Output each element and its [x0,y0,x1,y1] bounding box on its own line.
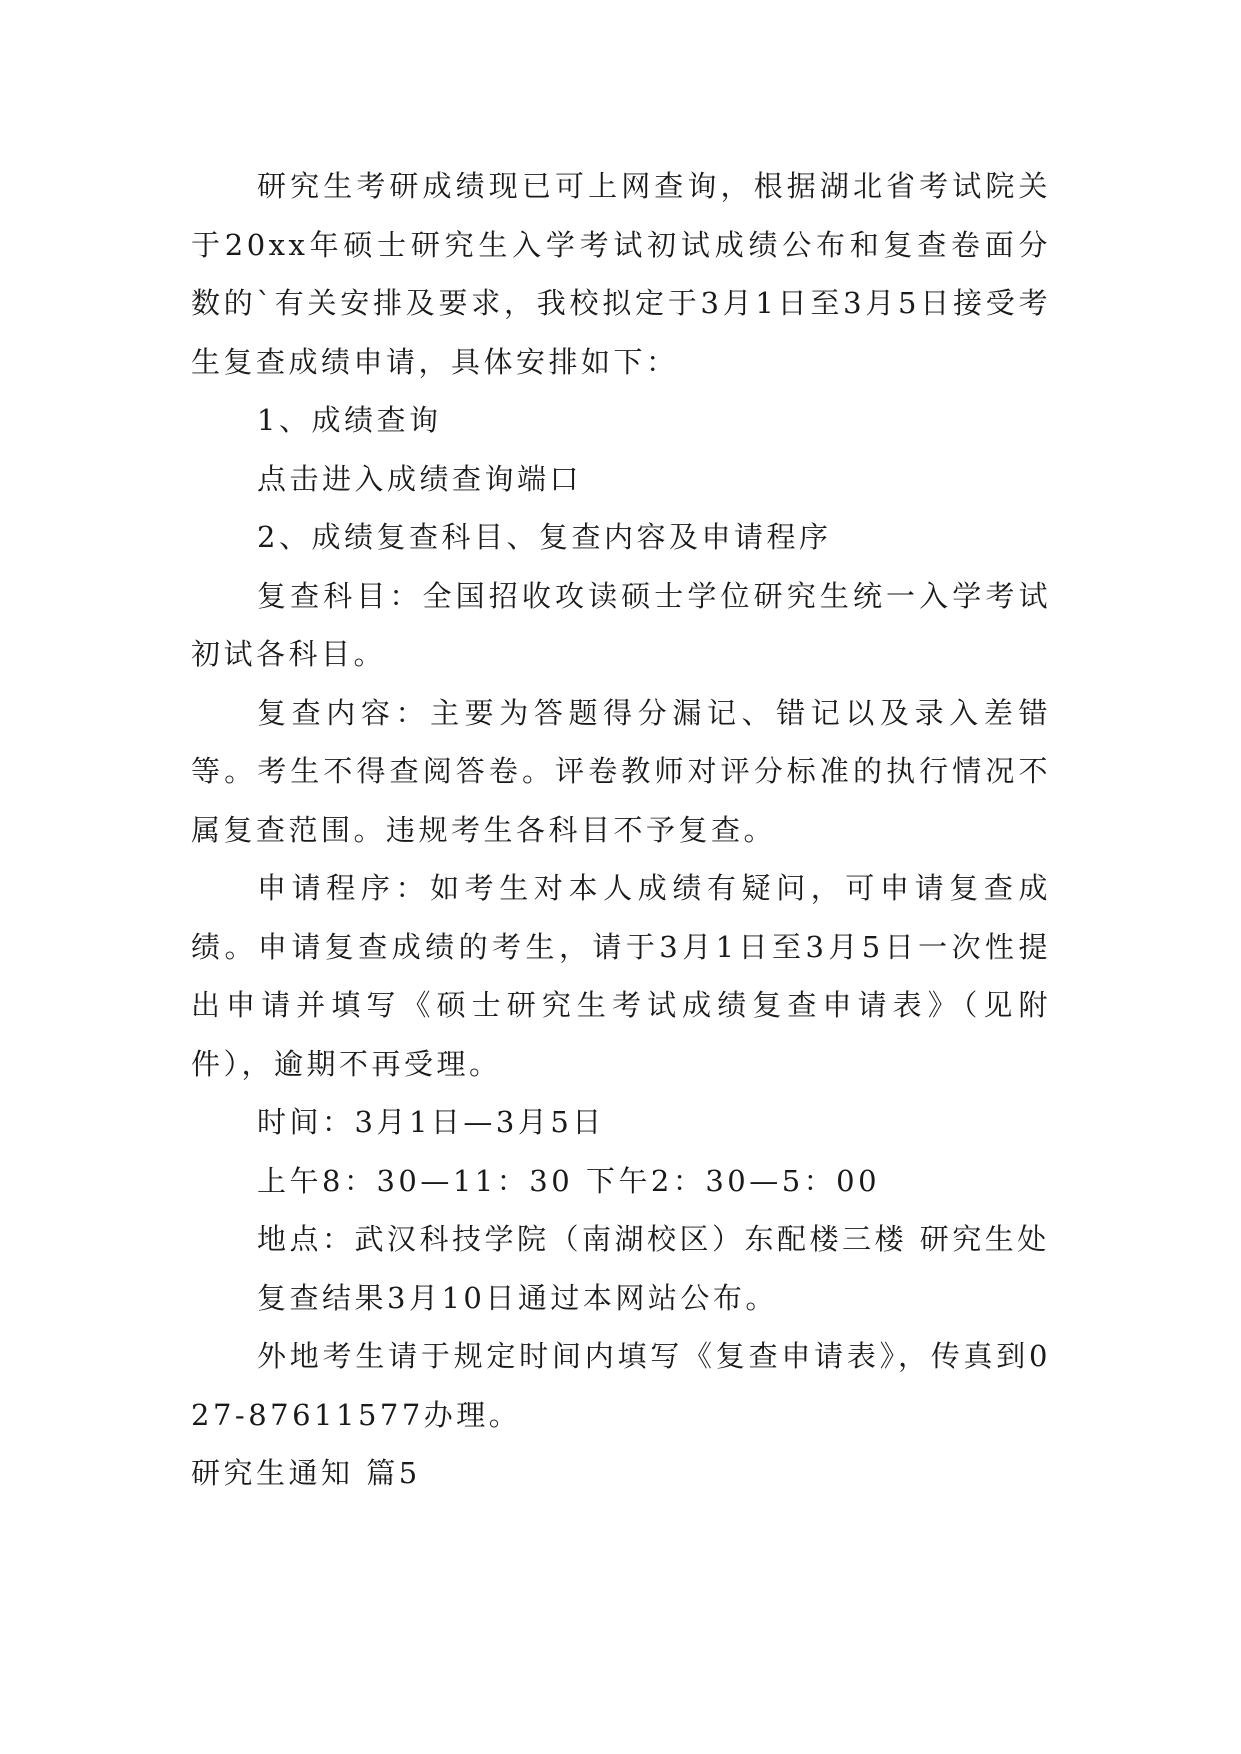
hours-line: 上午8：30—11：30 下午2：30—5：00 [257,1163,881,1198]
intro-paragraph: 研究生考研成绩现已可上网查询，根据湖北省考试院关于20xx年硕士研究生入学考试初试成绩公布和复查卷面分数的`有关安排及要求，我校拟定于3月1日至3月5日接受考生复查成绩申请，具体安排如下： [191,169,1051,379]
item-2-heading: 2、成绩复查科目、复查内容及申请程序 [257,520,832,554]
results-announcement-paragraph: 复查结果3月10日通过本网站公布。 [257,1280,778,1315]
item-1-heading: 1、成绩查询 [257,403,442,437]
application-procedure-paragraph: 申请程序：如考生对本人成绩有疑问，可申请复查成绩。申请复查成绩的考生，请于3月1日至3月5日一次性提出申请并填写《硕士研究生考试成绩复查申请表》（见附件），逾期不再受理。 [191,871,1051,1081]
time-line: 时间：3月1日—3月5日 [257,1105,605,1139]
fax-instructions-paragraph: 外地考生请于规定时间内填写《复查申请表》，传真到027-87611577办理。 [191,1339,1051,1432]
review-subjects-paragraph: 复查科目：全国招收攻读硕士学位研究生统一入学考试初试各科目。 [191,578,1051,671]
location-paragraph: 地点：武汉科技学院（南湖校区）东配楼三楼 研究生处 [257,1222,1050,1256]
review-content-paragraph: 复查内容：主要为答题得分漏记、错记以及录入差错等。考生不得查阅答卷。评卷教师对评分标准的执行情况不属复查范围。违规考生各科目不予复查。 [191,695,1051,847]
document-body [191,157,1051,1503]
score-query-link-text: 点击进入成绩查询端口 [257,461,583,496]
section-heading: 研究生通知 篇5 [191,1456,421,1490]
